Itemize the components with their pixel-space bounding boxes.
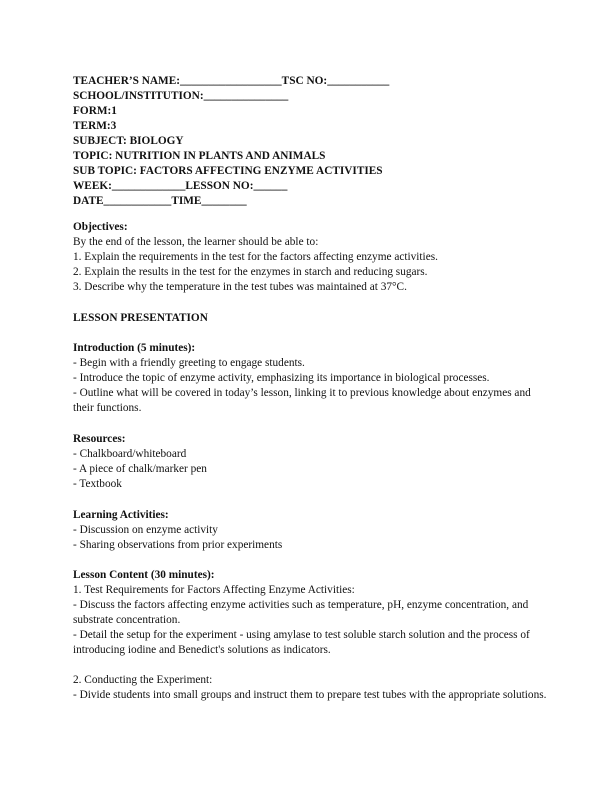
lesson-content-title: Lesson Content (30 minutes): bbox=[73, 569, 215, 581]
header-block bbox=[73, 74, 553, 209]
week-line: WEEK:_____________LESSON NO:______ bbox=[73, 180, 288, 192]
learning-activities-section bbox=[73, 508, 553, 553]
school-line: SCHOOL/INSTITUTION:_______________ bbox=[73, 90, 289, 102]
introduction-line: - Begin with a friendly greeting to engage students. bbox=[73, 357, 305, 369]
resource-item: - A piece of chalk/marker pen bbox=[73, 463, 207, 475]
lesson-presentation-heading: LESSON PRESENTATION bbox=[73, 312, 208, 324]
objectives-section bbox=[73, 220, 553, 295]
subtopic-line: SUB TOPIC: FACTORS AFFECTING ENZYME ACTIVITIES bbox=[73, 165, 383, 177]
lesson-content-section bbox=[73, 568, 553, 658]
introduction-section bbox=[73, 341, 553, 416]
conducting-experiment-title: 2. Conducting the Experiment: bbox=[73, 674, 213, 686]
learning-activities-title: Learning Activities: bbox=[73, 509, 169, 521]
introduction-line: - Outline what will be covered in today’s lesson, linking it to previous knowledge about enzymes and their functions. bbox=[73, 387, 531, 414]
conducting-experiment-section bbox=[73, 673, 553, 703]
content-line: - Discuss the factors affecting enzyme activities such as temperature, pH, enzyme concentration, and substrate concentration. bbox=[73, 599, 529, 626]
content-line: - Divide students into small groups and instruct them to prepare test tubes with the appropriate solutions. bbox=[73, 689, 547, 701]
introduction-title: Introduction (5 minutes): bbox=[73, 342, 196, 354]
subject-line: SUBJECT: BIOLOGY bbox=[73, 135, 184, 147]
objectives-title: Objectives: bbox=[73, 221, 128, 233]
objective-line: 3. Describe why the temperature in the test tubes was maintained at 37°C. bbox=[73, 281, 407, 293]
teacher-name-line: TEACHER’S NAME:__________________TSC NO:___________ bbox=[73, 75, 390, 87]
activity-item: - Sharing observations from prior experiments bbox=[73, 539, 283, 551]
resources-title: Resources: bbox=[73, 433, 126, 445]
objective-line: 1. Explain the requirements in the test for the factors affecting enzyme activities. bbox=[73, 251, 438, 263]
objective-line: 2. Explain the results in the test for the enzymes in starch and reducing sugars. bbox=[73, 266, 428, 278]
resources-section bbox=[73, 432, 553, 492]
resource-item: - Textbook bbox=[73, 478, 122, 490]
topic-line: TOPIC: NUTRITION IN PLANTS AND ANIMALS bbox=[73, 150, 326, 162]
content-line: 1. Test Requirements for Factors Affecting Enzyme Activities: bbox=[73, 584, 355, 596]
resource-item: - Chalkboard/whiteboard bbox=[73, 448, 187, 460]
date-line: DATE____________TIME________ bbox=[73, 195, 247, 207]
introduction-line: - Introduce the topic of enzyme activity, emphasizing its importance in biological processes. bbox=[73, 372, 490, 384]
content-line: - Detail the setup for the experiment - using amylase to test soluble starch solution and the process of introducing iodine and Benedict's solutions as indicators. bbox=[73, 629, 530, 656]
activity-item: - Discussion on enzyme activity bbox=[73, 524, 218, 536]
form-line: FORM:1 bbox=[73, 105, 117, 117]
objective-line: By the end of the lesson, the learner should be able to: bbox=[73, 236, 319, 248]
term-line: TERM:3 bbox=[73, 120, 117, 132]
